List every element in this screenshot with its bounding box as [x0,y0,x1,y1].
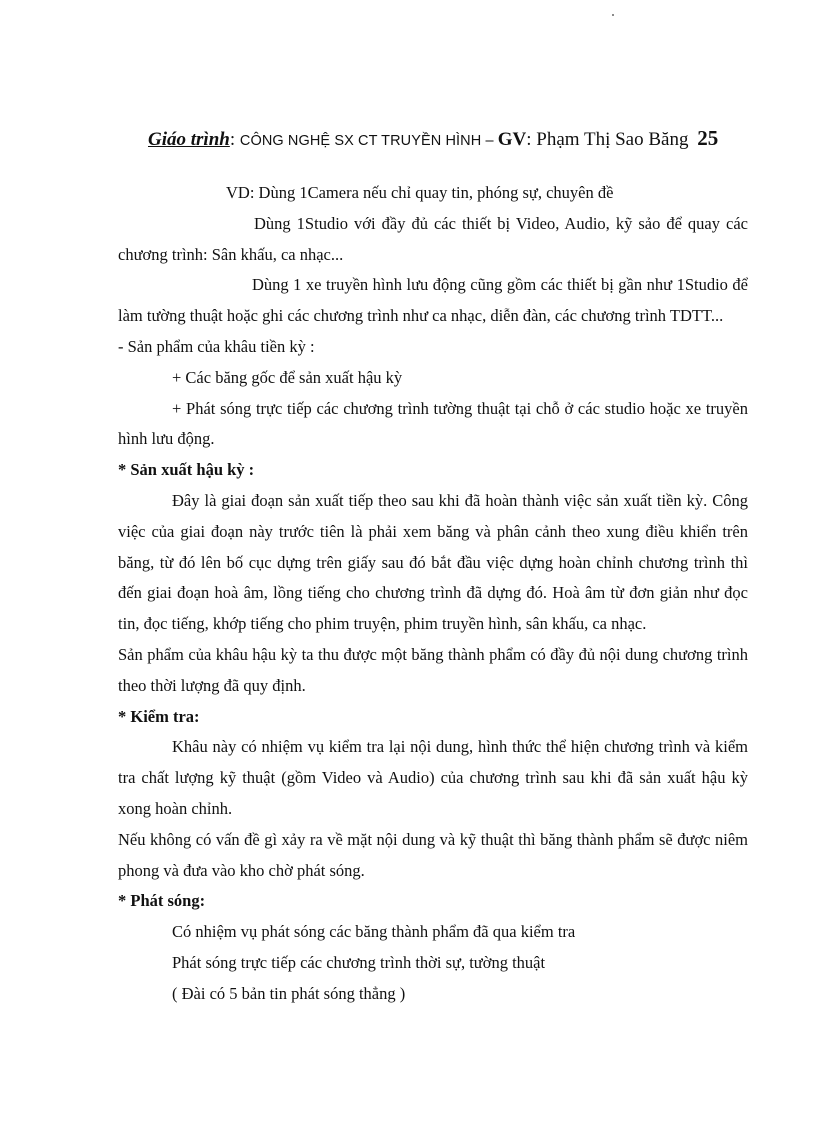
header-author: : Phạm Thị Sao Băng [526,129,689,150]
example-line-3: Dùng 1 xe truyền hình lưu động cũng gồm các thiết bị gần như 1Studio để làm tường thuật hoặc ghi các chương trình như ca nhạc, diễn đàn, các chương trình TDTT... [118,275,748,326]
header-label: Giáo trình [148,129,230,150]
scan-speck [612,14,614,16]
page-header [148,126,748,151]
header-gv-label: GV [497,129,527,150]
check-paragraph-1: Khâu này có nhiệm vụ kiểm tra lại nội dung, hình thức thể hiện chương trình và kiểm tra chất lượng kỹ thuật (gồm Video và Audio) của chương trình sau khi đã sản xuất hậu kỳ xong hoàn chỉnh. [118,737,748,818]
example-line-2: Dùng 1Studio với đầy đủ các thiết bị Video, Audio, kỹ sảo để quay các chương trình: Sân khấu, ca nhạc... [118,213,748,264]
broadcast-line-2: Phát sóng trực tiếp các chương trình thời sự, tường thuật [172,952,546,972]
page-number: 25 [697,126,719,150]
products-intro: - Sản phẩm của khâu tiền kỳ : [118,336,315,356]
product-item-1: + Các băng gốc để sản xuất hậu kỳ [172,367,403,387]
example-line-1: VD: Dùng 1Camera nếu chỉ quay tin, phóng sự, chuyên đề [226,183,614,202]
header-colon: : [229,129,240,150]
heading-broadcast: * Phát sóng: [118,891,206,911]
header-course-title: CÔNG NGHỆ SX CT TRUYỀN HÌNH – [239,133,498,149]
broadcast-line-3: ( Đài có 5 bản tin phát sóng thẳng ) [172,983,406,1003]
post-production-paragraph-2: Sản phẩm của khâu hậu kỳ ta thu được một băng thành phẩm có đầy đủ nội dung chương trình theo thời lượng đã quy định. [118,644,748,695]
heading-post-production: * Sản xuất hậu kỳ : [118,460,255,480]
broadcast-line-1: Có nhiệm vụ phát sóng các băng thành phẩm đã qua kiểm tra [172,922,576,942]
document-body [118,178,748,1010]
heading-check: * Kiểm tra: [118,706,200,726]
check-paragraph-2: Nếu không có vấn đề gì xảy ra về mặt nội dung và kỹ thuật thì băng thành phẩm sẽ được niêm phong và đưa vào kho chờ phát sóng. [118,829,748,880]
product-item-2: + Phát sóng trực tiếp các chương trình tường thuật tại chỗ ở các studio hoặc xe truyền hình lưu động. [118,398,748,449]
post-production-paragraph-1: Đây là giai đoạn sản xuất tiếp theo sau khi đã hoàn thành việc sản xuất tiền kỳ. Công việc của giai đoạn này trước tiên là phải xem băng và phân cảnh theo xung điều khiển trên băng, từ đó lên bố cục dựng trên giấy sau đó bắt đầu việc dựng hoàn chỉnh chương trình thì đến giai đoạn hoà âm, lồng tiếng cho chương trình đã dựng đó. Hoà âm từ đơn giản như đọc tin, đọc tiếng, khớp tiếng cho phim truyện, phim truyền hình, sân khấu, ca nhạc. [118,490,748,634]
